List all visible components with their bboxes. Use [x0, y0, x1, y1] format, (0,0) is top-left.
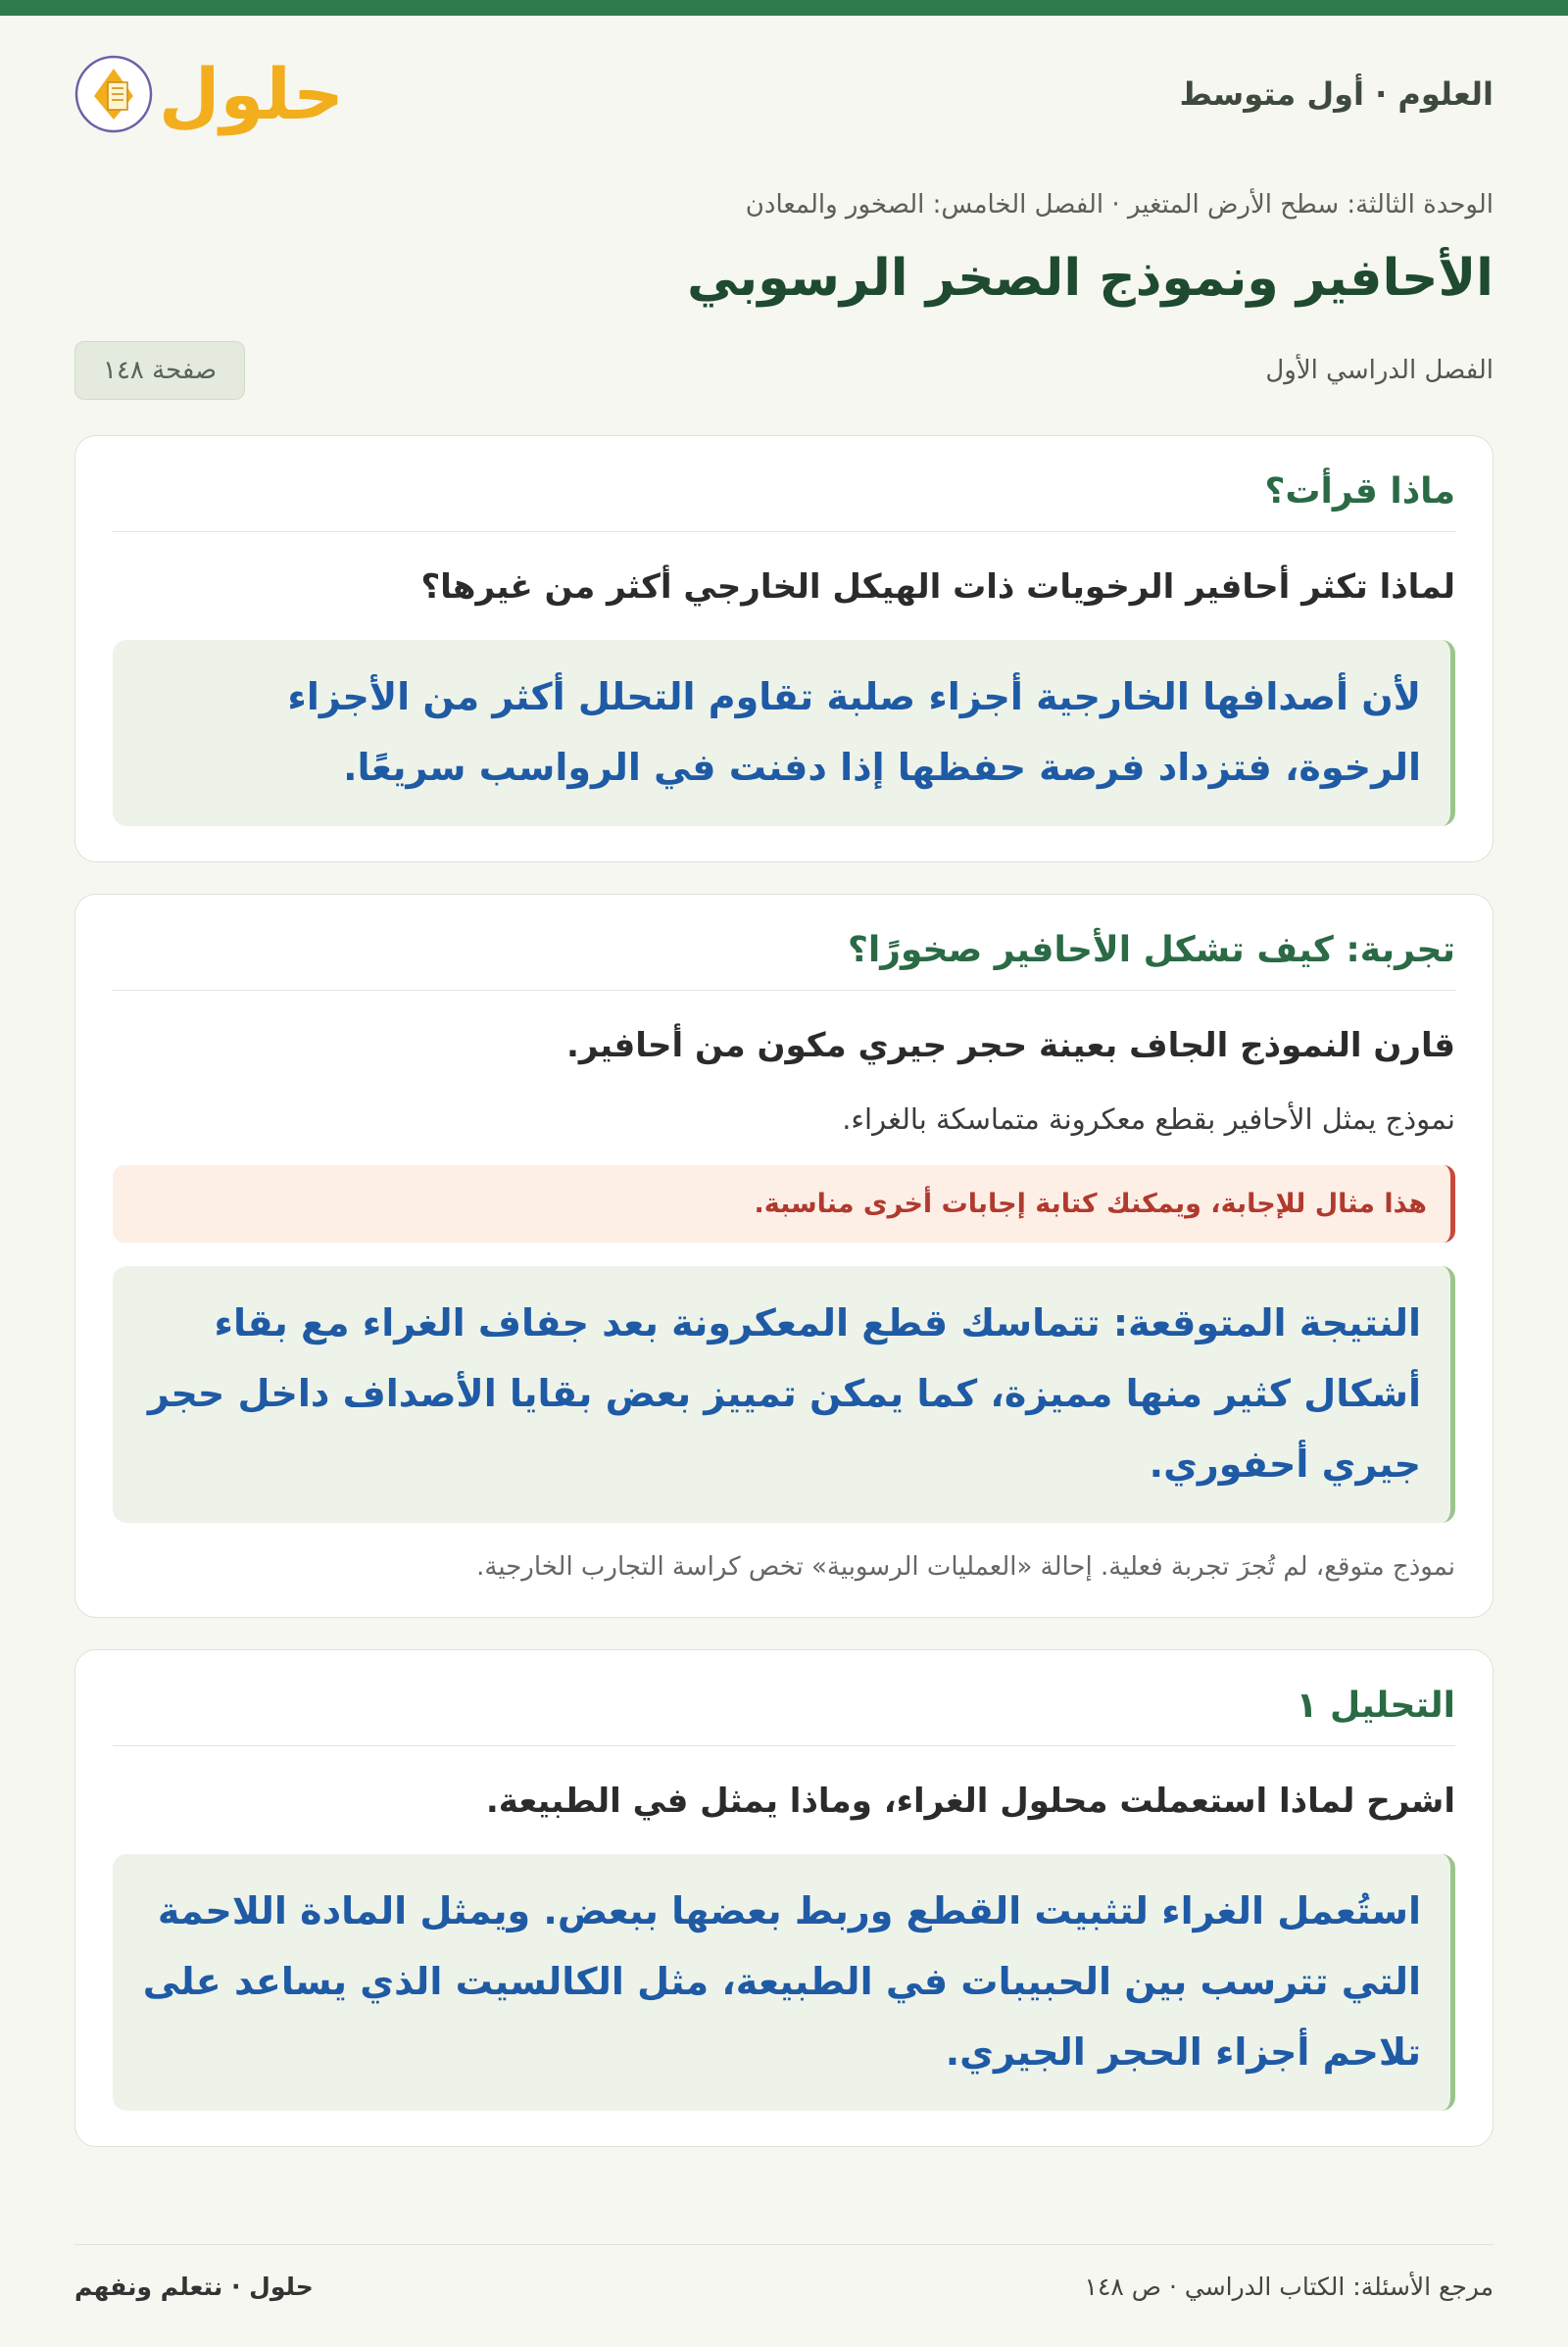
answer-box: استُعمل الغراء لتثبيت القطع وربط بعضها ببعض. ويمثل المادة اللاحمة التي تترسب بين الحبيبات في الطبيعة، مثل الكالسيت الذي يساعد على تلاحم أجزاء الحجر الجيري.	[113, 1854, 1455, 2111]
subject-label: العلوم · أول متوسط	[1179, 75, 1494, 113]
page-footer	[74, 2244, 1494, 2301]
footer-brand[interactable]: حلول · نتعلم ونفهم	[74, 2273, 314, 2301]
page-header	[74, 16, 1494, 172]
logo-wordmark: حلول	[159, 53, 344, 135]
question-text: لماذا تكثر أحافير الرخويات ذات الهيكل الخارجي أكثر من غيرها؟	[420, 567, 1455, 607]
footer-reference: مرجع الأسئلة: الكتاب الدراسي · ص ١٤٨	[1084, 2273, 1494, 2301]
experiment-footnote: نموذج متوقع، لم تُجرَ تجربة فعلية. إحالة «العمليات الرسوبية» تخص كراسة التجارب الخارجية.	[476, 1552, 1455, 1582]
question-text: قارن النموذج الجاف بعينة حجر جيري مكون من أحافير.	[566, 1026, 1455, 1065]
answer-box: لأن أصدافها الخارجية أجزاء صلبة تقاوم التحلل أكثر من الأجزاء الرخوة، فتزداد فرصة حفظها إذا دفنت في الرواسب سريعًا.	[113, 640, 1455, 826]
top-accent-bar	[0, 0, 1568, 16]
answer-box: النتيجة المتوقعة: تتماسك قطع المعكرونة بعد جفاف الغراء مع بقاء أشكال كثير منها مميزة، كما يمكن تمييز بعض بقايا الأصداف داخل حجر جيري أحفوري.	[113, 1266, 1455, 1523]
section-card-experiment	[74, 894, 1494, 1618]
page-number-badge: صفحة ١٤٨	[74, 341, 245, 400]
page-content	[74, 16, 1494, 2147]
section-card-analysis-1	[74, 1649, 1494, 2147]
breadcrumb: الوحدة الثالثة: سطح الأرض المتغير · الفصل الخامس: الصخور والمعادن	[745, 190, 1494, 220]
logo-emblem-icon	[74, 55, 153, 133]
sample-answer-warning: هذا مثال للإجابة، ويمكنك كتابة إجابات أخرى مناسبة.	[113, 1165, 1455, 1243]
section-title: ماذا قرأت؟	[113, 436, 1455, 532]
page-title: الأحافير ونموذج الصخر الرسوبي	[687, 249, 1494, 308]
semester-label: الفصل الدراسي الأول	[1265, 356, 1494, 385]
section-title: التحليل ١	[113, 1650, 1455, 1746]
question-text: اشرح لماذا استعملت محلول الغراء، وماذا يمثل في الطبيعة.	[485, 1782, 1455, 1821]
brand-logo[interactable]	[74, 55, 344, 133]
meta-row	[74, 341, 1494, 400]
section-card-what-did-you-read	[74, 435, 1494, 862]
section-title: تجربة: كيف تشكل الأحافير صخورًا؟	[113, 895, 1455, 991]
experiment-note: نموذج يمثل الأحافير بقطع معكرونة متماسكة بالغراء.	[842, 1102, 1455, 1136]
